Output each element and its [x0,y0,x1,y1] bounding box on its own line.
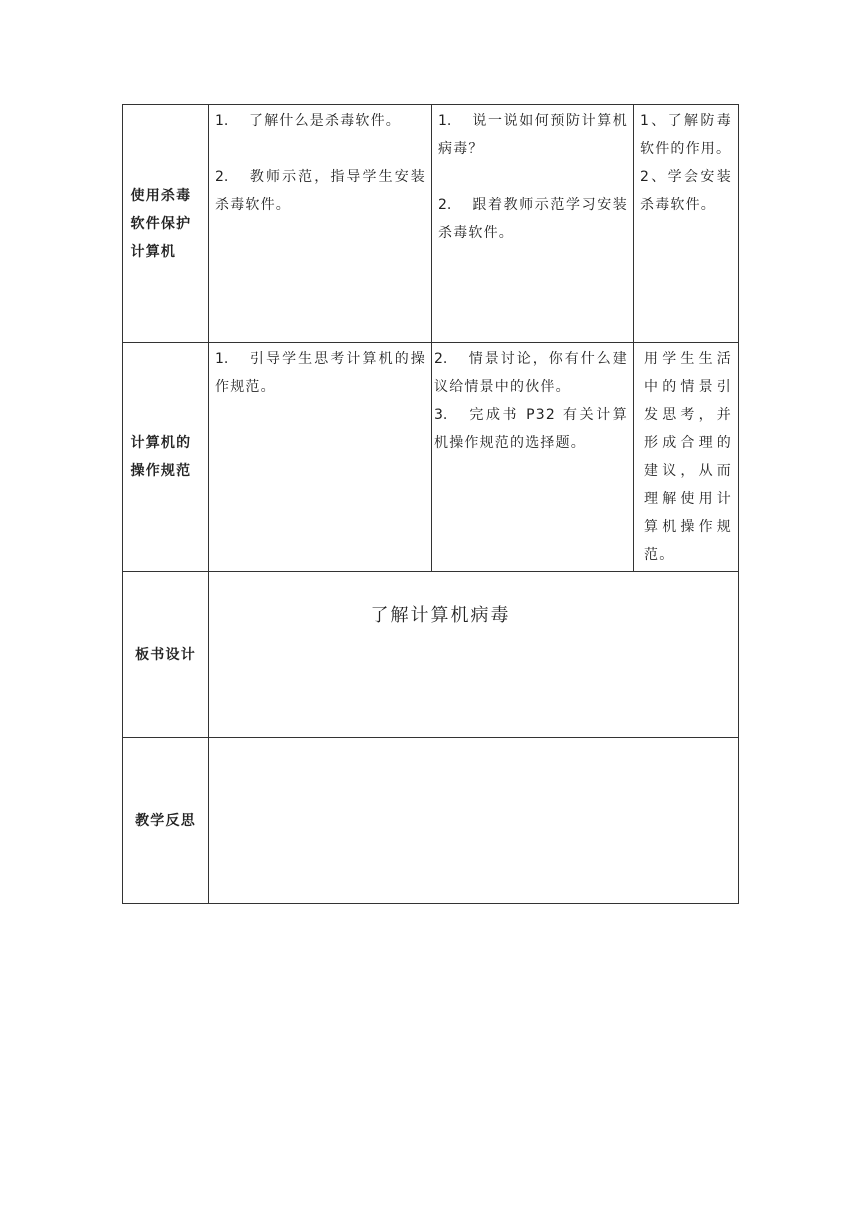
item-text: 了解什么是杀毒软件。 [249,113,401,129]
item-number: 1. [215,351,229,367]
label-line: 板书设计 [135,646,196,663]
item-number: 2. [438,197,452,213]
item-text: 说一说如何预防计算机病毒？ [438,113,628,157]
label-line: 使用杀毒 [130,187,192,204]
label-line: 软件保护 [130,215,192,232]
board-design-cell [209,572,739,738]
purpose-cell [634,105,739,343]
purpose-text: 用学生生活中的情景引发思考，并形成合理的建议，从而理解使用计算机操作规范。 [644,351,732,563]
row-antivirus [123,105,739,343]
row-label-board [123,572,209,738]
row-norms [123,343,739,572]
label-line: 操作规范 [130,463,192,479]
row-label-norms [123,343,209,572]
row-reflection [123,738,739,904]
row-board [123,572,739,738]
item-number: 2. [434,351,448,367]
student-item [438,107,628,163]
reflection-cell [209,738,739,904]
teacher-item [215,345,426,401]
student-activity-cell [432,343,634,572]
student-activity-cell [432,105,634,343]
row-label-reflection [123,738,209,904]
item-number: 1. [438,113,452,129]
item-number: 2. [215,169,229,185]
purpose-item: 1、了解防毒软件的作用。 [640,113,732,157]
item-text: 教师示范，指导学生安装杀毒软件。 [215,169,426,213]
student-item [434,345,628,401]
row-label-antivirus [123,105,209,343]
purpose-item: 2、学会安装杀毒软件。 [640,169,732,213]
item-text: 引导学生思考计算机的操作规范。 [215,351,426,395]
item-text: 跟着教师示范学习安装杀毒软件。 [438,197,628,241]
item-text: 完成书 P32 有关计算机操作规范的选择题。 [434,407,628,451]
board-title: 了解计算机病毒 [370,605,511,626]
teacher-activity-cell [209,105,432,343]
student-item [438,191,628,247]
purpose-cell [634,343,739,572]
label-line: 教学反思 [135,812,196,829]
teacher-activity-cell [209,343,432,572]
teacher-item [215,107,426,135]
item-text: 情景讨论，你有什么建议给情景中的伙伴。 [434,351,628,395]
item-number: 1. [215,113,229,129]
student-item [434,401,628,457]
label-line: 计算机的 [130,435,192,451]
teacher-item [215,163,426,219]
item-number: 3. [434,407,448,423]
label-line: 计算机 [130,243,177,260]
lesson-plan-table [122,104,739,904]
